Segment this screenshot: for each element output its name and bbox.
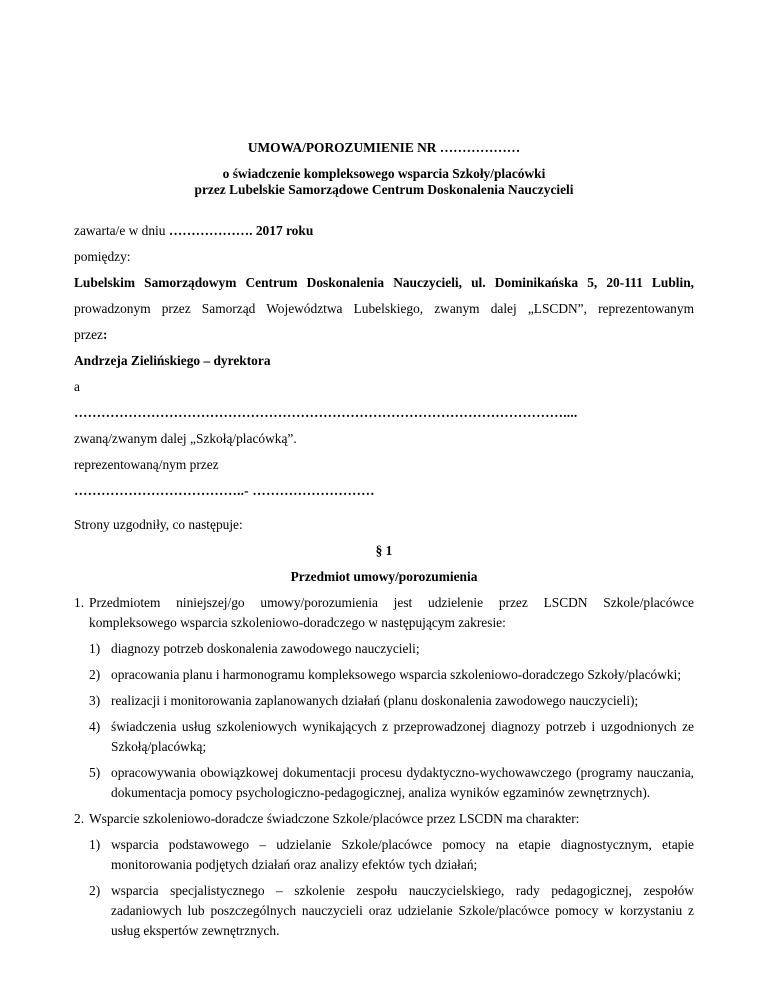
between-label: pomiędzy: — [74, 249, 131, 264]
document-page — [74, 138, 694, 944]
point-1-text: Przedmiotem niniejszej/go umowy/porozumienia jest udzielenie przez LSCDN Szkole/placówce kompleksowego wsparcia szkoleniowo-doradczego w następującym zakresie: — [89, 595, 694, 630]
list-item — [89, 832, 694, 878]
subitem-number: 2) — [89, 883, 101, 898]
subitem-text: realizacji i monitorowania zaplanowanych działań (planu doskonalenia zawodowego nauczycieli); — [111, 693, 639, 708]
subitem-text: opracowania planu i harmonogramu kompleksowego wsparcia szkoleniowo-doradczego Szkoły/placówki; — [111, 667, 682, 682]
party1-name: Lubelskim Samorządowym Centrum Doskonalenia Nauczycieli, ul. Dominikańska 5, 20-111 Lublin, — [74, 275, 694, 290]
party2-called: zwaną/zwanym dalej „Szkołą/placówką”. — [74, 431, 297, 446]
date-prefix: zawarta/e w dniu — [74, 223, 169, 238]
subitem-text: opracowywania obowiązkowej dokumentacji procesu dydaktyczno-wychowawczego (programy nauczania, dokumentacja pomocy psychologiczno-pedagogicznej, analiza wyników egzaminów zewnętrznych). — [111, 765, 694, 800]
date-value: ………………. 2017 roku — [168, 223, 314, 238]
list-item — [89, 878, 694, 944]
subitem-text: wsparcia specjalistycznego – szkolenie zespołu nauczycielskiego, rady pedagogicznej, zespołów zadaniowych lub poszczególnych nauczycieli oraz udzielanie Szkole/placówce pomocy w korzystaniu z usług ekspertów zewnętrznych. — [111, 883, 694, 938]
point-1 — [74, 590, 694, 636]
subtitle-line-2: przez Lubelskie Samorządowe Centrum Doskonalenia Nauczycieli — [194, 182, 574, 197]
date-line — [74, 218, 694, 244]
represented-by-line — [74, 322, 694, 348]
point-2-text: Wsparcie szkoleniowo-doradcze świadczone Szkole/placówce przez LSCDN ma charakter: — [89, 811, 580, 826]
list-item — [89, 714, 694, 760]
list-item — [89, 636, 694, 662]
represented-by-placeholder: ………………………………..- ……………………… — [74, 483, 375, 498]
subitem-number: 5) — [89, 765, 101, 780]
subtitle-line-1: o świadczenie kompleksowego wsparcia Szkoły/placówki — [222, 166, 546, 181]
subitem-number: 1) — [89, 837, 101, 852]
party1-description: prowadzonym przez Samorząd Województwa Lubelskiego, zwanym dalej „LSCDN”, reprezentowanym — [74, 301, 694, 316]
subitem-number: 2) — [89, 667, 101, 682]
and-label: a — [74, 379, 80, 394]
point-1-subitems — [89, 636, 694, 806]
subitem-text: diagnozy potrzeb doskonalenia zawodowego nauczycieli; — [111, 641, 420, 656]
subitem-number: 4) — [89, 719, 101, 734]
document-title: UMOWA/POROZUMIENIE NR ……………… — [247, 140, 521, 155]
subitem-number: 1) — [89, 641, 101, 656]
agreed-statement: Strony uzgodniły, co następuje: — [74, 517, 243, 532]
party2-placeholder: ……………………………………………………………………………………………….... — [74, 405, 578, 420]
list-item — [89, 760, 694, 806]
by-prefix: przez — [74, 327, 103, 342]
list-item — [89, 662, 694, 688]
represented-by-label: reprezentowaną/nym przez — [74, 457, 219, 472]
by-colon: : — [103, 327, 108, 342]
subitem-text: wsparcia podstawowego – udzielanie Szkole/placówce pomocy na etapie diagnostycznym, etapie monitorowania podjętych działań oraz analizy efektów tych działań; — [111, 837, 694, 872]
section-1-heading: Przedmiot umowy/porozumienia — [290, 569, 478, 584]
subitem-text: świadczenia usług szkoleniowych wynikających z przeprowadzonej diagnozy potrzeb i uzgodnionych ze Szkołą/placówką; — [111, 719, 694, 754]
point-2-subitems — [89, 832, 694, 944]
subitem-number: 3) — [89, 693, 101, 708]
section-1-number: § 1 — [375, 543, 393, 558]
point-1-number: 1. — [74, 595, 85, 610]
point-2-number: 2. — [74, 811, 85, 826]
list-item — [89, 688, 694, 714]
point-2 — [74, 806, 694, 832]
representative-name: Andrzeja Zielińskiego – dyrektora — [74, 353, 271, 368]
document-subtitle — [74, 166, 694, 198]
